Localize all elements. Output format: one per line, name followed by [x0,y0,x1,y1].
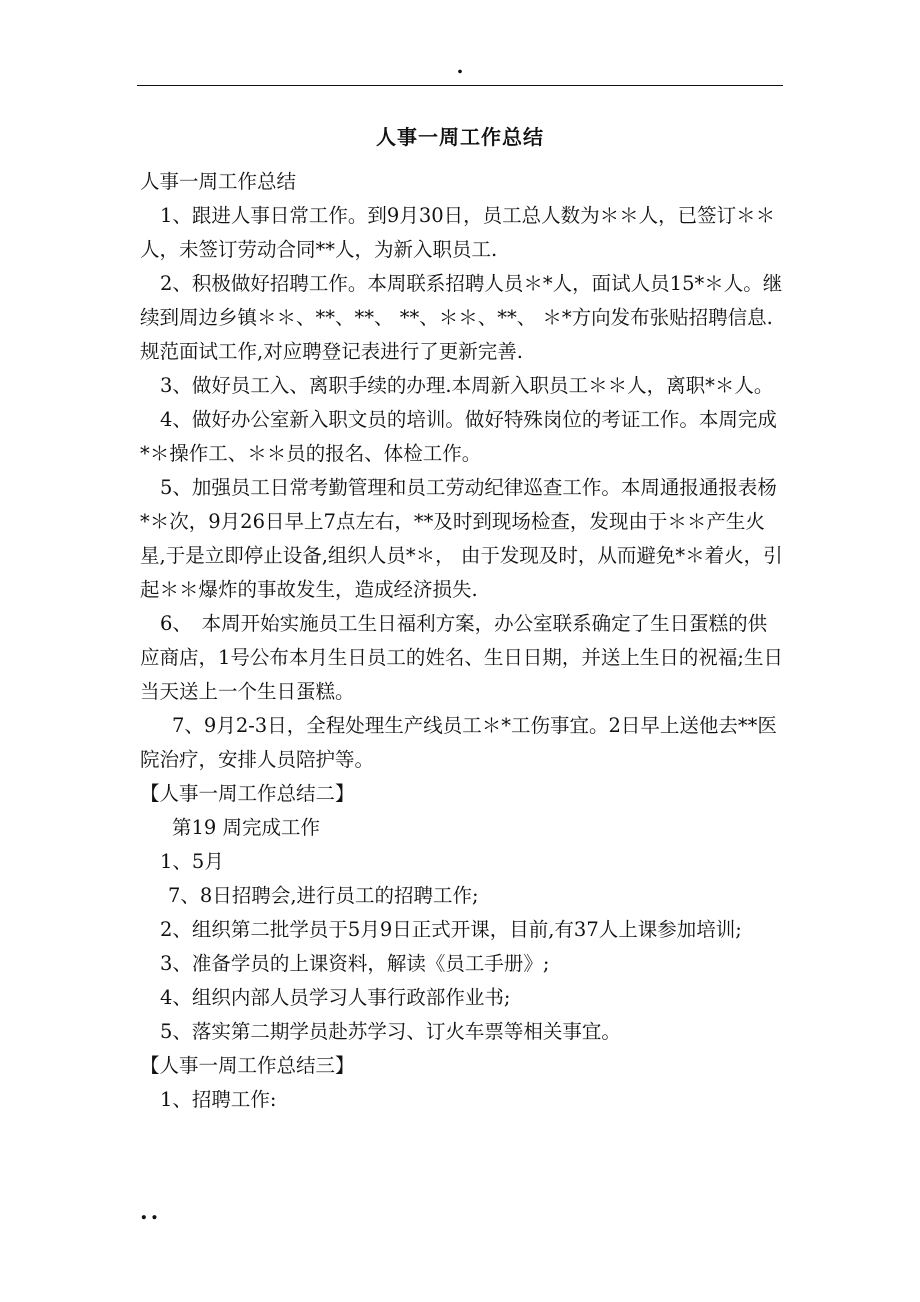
paragraph-4: 4、做好办公室新入职文员的培训。做好特殊岗位的考证工作。本周完成*＊操作工、＊＊员的报名、体检工作。 [140,408,777,465]
footer-mark: .. [140,1199,162,1225]
section-2-item-2: 7、8日招聘会,进行员工的招聘工作; [168,884,479,907]
section-3-heading: 【人事一周工作总结三】 [140,1054,355,1077]
header-rule [137,85,783,86]
section-2-week: 第19 周完成工作 [172,816,321,839]
section-2-item-4: 3、准备学员的上课资料，解读《员工手册》; [160,952,550,975]
section-2-item-5: 4、组织内部人员学习人事行政部作业书; [160,986,511,1009]
paragraph-2: 2、积极做好招聘工作。本周联系招聘人员＊*人，面试人员15*＊人。继续到周边乡镇＊＊、**、**、 **、＊＊、**、 ＊*方向发布张贴招聘信息.规范面试工作,对应聘登记表进行了更新完善. [140,272,783,363]
document-title: 人事一周工作总结 [376,125,544,149]
section-3-item-1: 1、招聘工作: [160,1088,277,1111]
paragraph-3: 3、做好员工入、离职手续的办理.本周新入职员工＊＊人，离职*＊人。 [160,374,774,397]
paragraph-7: 7、9月2-3日，全程处理生产线员工＊*工伤事宜。2日早上送他去**医院治疗，安排人员陪护等。 [140,714,777,771]
paragraph-5: 5、加强员工日常考勤管理和员工劳动纪律巡查工作。本周通报通报表杨*＊次，9月26日早上7点左右，**及时到现场检查，发现由于＊＊产生火星,于是立即停止设备,组织人员*＊， 由于发现及时，从而避免*＊着火，引起＊＊爆炸的事故发生，造成经济损失. [140,476,783,601]
document-subtitle: 人事一周工作总结 [140,170,297,193]
section-2-heading: 【人事一周工作总结二】 [140,782,355,805]
section-2-item-1: 1、5月 [160,850,224,873]
document-body [140,165,784,1117]
paragraph-6: 6、 本周开始实施员工生日福利方案，办公室联系确定了生日蛋糕的供应商店，1号公布本月生日员工的姓名、生日日期，并送上生日的祝福;生日当天送上一个生日蛋糕。 [140,612,783,703]
header-mark: . [456,54,464,78]
section-2-item-3: 2、组织第二批学员于5月9日正式开课，目前,有37人上课参加培训; [160,918,742,941]
paragraph-1: 1、跟进人事日常工作。到9月30日，员工总人数为＊＊人，已签订＊＊人，未签订劳动合同**人，为新入职员工. [140,204,776,261]
section-2-item-6: 5、落实第二期学员赴苏学习、订火车票等相关事宜。 [160,1020,621,1043]
